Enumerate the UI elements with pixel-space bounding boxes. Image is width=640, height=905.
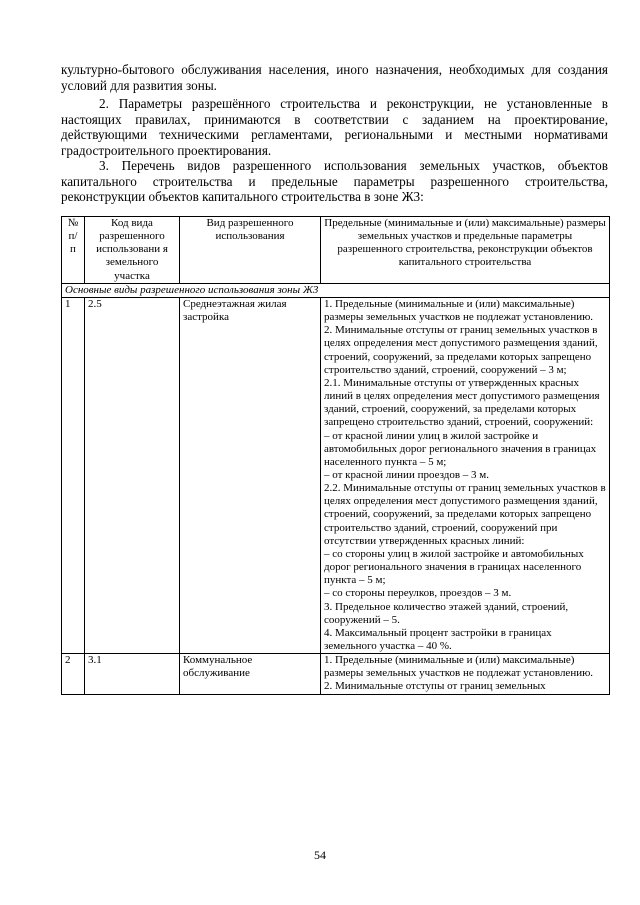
param-line: 2.2. Минимальные отступы от границ земельных участков в целях определения мест допустимого размещения зданий, строений, сооружений, за пределами которых запрещено строительство зданий, строений, сооружений при отсутствии утвержденных красных линий: [324,482,606,547]
paragraph-2-text: 2. Параметры разрешённого строительства и реконструкции, не установленные в настоящих правилах, принимаются в соответствии с заданием на проектирование, действующими техническими регламентами, региональными и местными нормативами градостроительного проектирования. [61,96,608,158]
header-params: Предельные (минимальные и (или) максимальные) размеры земельных участков и предельные параметры разрешенного строительства, реконструкции объектов капитального строительства [321,217,610,284]
param-line: 4. Максимальный процент застройки в границах земельного участка – 40 %. [324,626,552,652]
row-code: 2.5 [85,297,180,653]
zone-table [61,216,610,695]
paragraph-intro: культурно-бытового обслуживания населения, иного назначения, необходимых для создания условий для развития зоны. [61,62,608,93]
header-kind: Вид разрешенного использования [180,217,321,284]
header-num: № п/ п [62,217,85,284]
param-line: 3. Предельное количество этажей зданий, строений, сооружений – 5. [324,600,569,626]
table-row [62,654,610,694]
row-code: 3.1 [85,654,180,694]
row-params [321,297,610,653]
param-line: – от красной линии улиц в жилой застройке и автомобильных дорог регионального значения в границах населенного пункта – 5 м; [324,429,597,468]
row-kind: Среднеэтажная жилая застройка [180,297,321,653]
table-section-row [62,283,610,297]
paragraph-3 [61,158,608,205]
page-number: 54 [314,848,326,862]
row-num: 2 [62,654,85,694]
param-line: 1. Предельные (минимальные и (или) максимальные) размеры земельных участков не подлежат установлению. [324,654,594,680]
param-line: 2. Минимальные отступы от границ земельных [324,680,546,693]
row-num: 1 [62,297,85,653]
row-kind: Коммунальное обслуживание [180,654,321,694]
param-line: – со стороны улиц в жилой застройке и автомобильных дорог регионального значения в границах населенного пункта – 5 м; [324,547,584,587]
paragraph-3-text: 3. Перечень видов разрешенного использования земельных участков, объектов капитального строительства и предельные параметры разрешенного строительства, реконструкции объектов капитального строительства в зоне Ж3: [61,158,608,205]
paragraph-2 [61,96,608,158]
param-line: – от красной линии проездов – 3 м. [324,468,490,481]
row-params [321,654,610,694]
param-line: 1. Предельные (минимальные и (или) максимальные) размеры земельных участков не подлежат установлению. [324,297,594,324]
param-line: 2. Минимальные отступы от границ земельных участков в целях определения мест допустимого размещения зданий, строений, сооружений, за пределами которых запрещено строительство зданий, строений, сооружений – 3 м; [324,324,598,376]
param-line: 2.1. Минимальные отступы от утвержденных красных линий в целях определения мест допустимого размещения зданий, строений, сооружений, за пределами которых запрещено строительство зданий, строений, сооружений: [324,376,600,429]
table-row [62,297,610,653]
param-line: – со стороны переулков, проездов – 3 м. [324,587,512,600]
header-code: Код вида разрешенного использовани я земельного участка [85,217,180,284]
table-header-row [62,217,610,284]
section-title: Основные виды разрешенного использования зоны Ж3 [62,283,610,297]
